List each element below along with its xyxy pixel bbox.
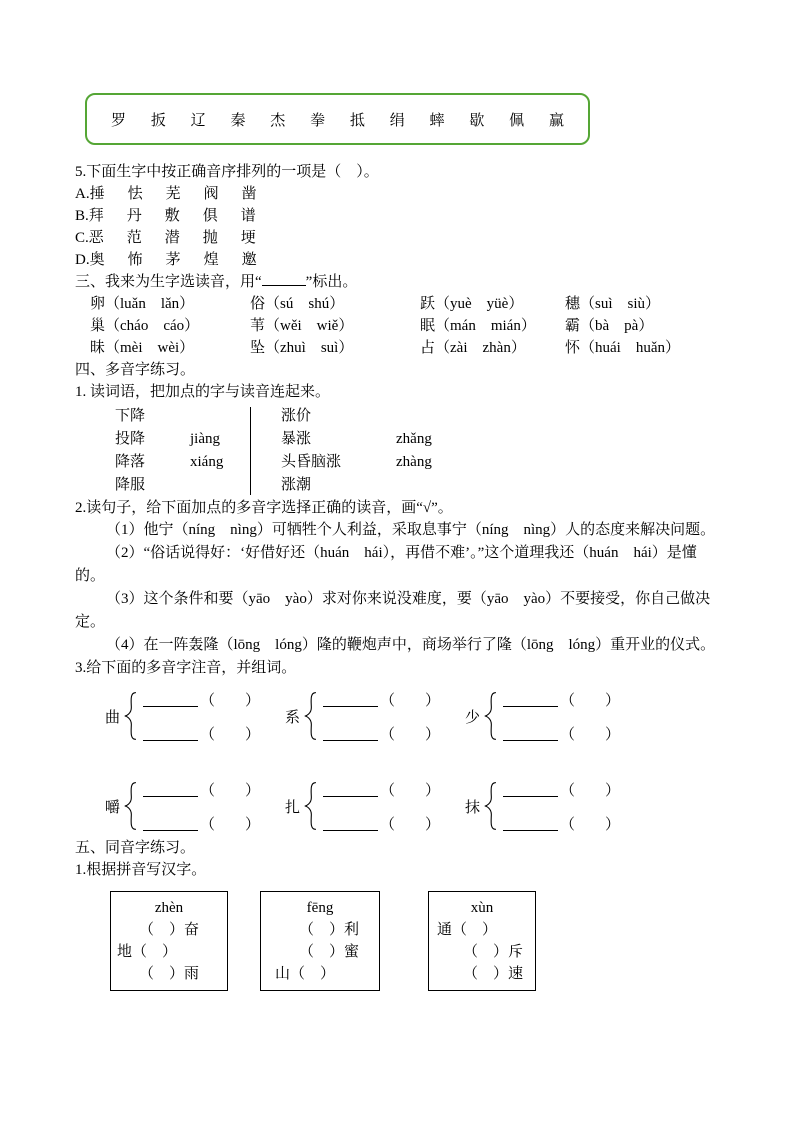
word-blank: （ ）: [200, 693, 261, 709]
brace-icon: [303, 687, 318, 745]
option-character: 煌: [203, 252, 219, 268]
word-blank: （ ）: [560, 783, 621, 799]
reading-item: [250, 315, 420, 337]
answer-branch: [503, 687, 620, 711]
option-character: 抛: [202, 230, 218, 246]
match-word: 降服: [115, 477, 146, 493]
match-row: [115, 405, 250, 428]
section-3-title-text: 三、我来为生字选读音，用“: [75, 274, 262, 290]
q4-2-sentence-2: （2）“俗话说得好：‘好借好还（huán hái），再借不难’。”这个道理我还（huán hái）是懂的。: [75, 545, 697, 584]
word-blank: （ ）: [380, 783, 441, 799]
pinyin-blank-line: [143, 706, 198, 707]
reading-item: [565, 315, 725, 337]
match-word: 涨潮: [281, 477, 312, 493]
option-character: 怖: [127, 252, 143, 268]
character-cell: 蟀: [429, 112, 445, 129]
brace-icon: [123, 687, 138, 745]
pinyin-blank-line: [503, 740, 558, 741]
reading-character: 跃: [420, 296, 436, 312]
pinyin-blank-line: [503, 706, 558, 707]
fill-in-line: （ ）蜜: [299, 944, 360, 960]
brace-icon: [303, 777, 318, 835]
reading-item: [565, 293, 725, 315]
reading-character: 眠: [420, 318, 436, 334]
fill-in-line: （ ）斥: [463, 944, 524, 960]
option-character: 范: [126, 230, 142, 246]
reading-character: 苇: [250, 318, 266, 334]
match-word: 下降: [115, 408, 146, 424]
q4-2-sentence-3: （3）这个条件和要（yāo yào）求对你来说没难度，要（yāo yào）不要接受，你自己做决定。: [75, 591, 711, 630]
pinyin-blank-line: [143, 740, 198, 741]
match-row: [115, 428, 250, 451]
poly-branches: [503, 687, 620, 745]
fill-in-line: （ ）奋: [139, 922, 200, 938]
polyphonic-character: 嚼: [105, 799, 121, 816]
section-5-title: 五、同音字练习。: [75, 840, 196, 856]
word-blank: （ ）: [380, 817, 441, 833]
match-reading: xiáng: [190, 454, 224, 470]
word-blank: （ ）: [560, 693, 621, 709]
poly-row: [105, 775, 725, 837]
answer-branch: [143, 721, 260, 745]
reading-item: [420, 337, 565, 359]
poly-row: [105, 685, 725, 747]
word-blank: （ ）: [200, 727, 261, 743]
match-reading: jiàng: [190, 431, 220, 447]
match-word: 暴涨: [281, 431, 312, 447]
polyphonic-character: 扎: [285, 799, 301, 816]
option-character: 捶: [89, 186, 105, 202]
poly-item-jiao: [105, 775, 285, 837]
homophone-box-zhen: [110, 891, 228, 991]
reading-character: 怀: [565, 340, 581, 356]
q4-1-title: 1. 读词语，把加点的字与读音连起来。: [75, 384, 331, 400]
reading-item: [90, 337, 250, 359]
matching-exercise: [115, 405, 725, 497]
poly-branches: [323, 687, 440, 745]
option-c: [75, 227, 725, 249]
match-group-zhang: [281, 405, 432, 497]
divider-line: [250, 407, 251, 495]
fill-in-line: （ ）速: [463, 966, 524, 982]
option-character: 邀: [241, 252, 257, 268]
fill-in-line: 通（ ）: [437, 922, 498, 938]
pinyin-blank-line: [323, 796, 378, 797]
reading-character: 卵: [90, 296, 106, 312]
polyphonic-character: 系: [285, 709, 301, 726]
pinyin-blank-line: [143, 796, 198, 797]
option-a: [75, 183, 725, 205]
character-cell: 绢: [389, 112, 405, 129]
reading-item: [420, 293, 565, 315]
reading-item: [90, 315, 250, 337]
option-character: 谱: [240, 208, 256, 224]
polyphonic-character: 抹: [465, 799, 481, 816]
reading-character: 巢: [90, 318, 106, 334]
pinyin-blank-line: [503, 830, 558, 831]
answer-branch: [143, 811, 260, 835]
poly-branches: [503, 777, 620, 835]
reading-item: [90, 293, 250, 315]
poly-branches: [143, 687, 260, 745]
brace-icon: [123, 777, 138, 835]
reading-character: 霸: [565, 318, 581, 334]
reading-options: （luǎn lǎn）: [105, 296, 195, 312]
reading-options: （mán mián）: [435, 318, 536, 334]
option-d: [75, 249, 725, 271]
reading-options: （zài zhàn）: [435, 340, 526, 356]
blank-underline: [262, 273, 306, 286]
character-cell: 辽: [190, 112, 206, 129]
section-3-title: [75, 271, 725, 293]
q4-2-sentence-1: （1）他宁（níng nìng）可牺牲个人利益，采取息事宁（níng nìng）人的态度来解决问题。: [106, 522, 716, 538]
reading-item: [250, 337, 420, 359]
answer-branch: [503, 721, 620, 745]
word-blank: （ ）: [200, 783, 261, 799]
reading-options: （huái huǎn）: [580, 340, 680, 356]
answer-branch: [143, 777, 260, 801]
match-word: 降落: [115, 454, 146, 470]
polyphonic-character: 少: [465, 709, 481, 726]
reading-options: （yuè yüè）: [435, 296, 524, 312]
character-cell: 杰: [270, 112, 286, 129]
option-label: C.: [75, 230, 89, 246]
match-word: 涨价: [281, 408, 312, 424]
box-pinyin: zhèn: [154, 900, 184, 916]
option-character: 茅: [165, 252, 181, 268]
q4-2-title: 2.读句子，给下面加点的多音字选择正确的读音，画“√”。: [75, 500, 453, 516]
option-character: 拜: [88, 208, 104, 224]
answer-branch: [323, 811, 440, 835]
match-row: [115, 474, 250, 497]
poly-branches: [143, 777, 260, 835]
poly-item-qu: [105, 685, 285, 747]
word-blank: （ ）: [380, 727, 441, 743]
character-cell: 佩: [509, 112, 525, 129]
option-character: 埂: [240, 230, 256, 246]
match-reading: [190, 405, 250, 428]
brace-icon: [483, 687, 498, 745]
section-3-title-tail: ”标出。: [305, 274, 358, 290]
homophone-boxes: [110, 891, 725, 991]
answer-branch: [323, 777, 440, 801]
poly-item-mo: [465, 775, 645, 837]
worksheet-content: [75, 0, 725, 991]
option-character: 奥: [89, 252, 105, 268]
option-character: 芜: [165, 186, 181, 202]
match-row: [281, 428, 432, 451]
polyphonic-brace-exercise: [105, 685, 725, 837]
word-blank: （ ）: [200, 817, 261, 833]
box-pinyin: fēng: [306, 900, 334, 916]
fill-in-line: 山（ ）: [275, 966, 336, 982]
polyphonic-character: 曲: [105, 709, 121, 726]
reading-character: 坠: [250, 340, 266, 356]
section-4-title: 四、多音字练习。: [75, 362, 196, 378]
new-characters-box: [85, 93, 590, 145]
answer-branch: [323, 687, 440, 711]
question-5-title: 5.下面生字中按正确音序排列的一项是（ ）。: [75, 164, 379, 180]
reading-options: （zhuì suì）: [265, 340, 354, 356]
poly-branches: [323, 777, 440, 835]
word-blank: （ ）: [560, 727, 621, 743]
reading-options: （mèi wèi）: [105, 340, 195, 356]
pinyin-blank-line: [323, 740, 378, 741]
option-character: 敷: [164, 208, 180, 224]
character-cell: 歇: [469, 112, 485, 129]
answer-branch: [323, 721, 440, 745]
reading-item: [420, 315, 565, 337]
poly-item-zha: [285, 775, 465, 837]
poly-item-xi: [285, 685, 465, 747]
match-word: 头昏脑涨: [281, 454, 342, 470]
answer-branch: [503, 777, 620, 801]
match-row: [115, 451, 250, 474]
q5-1-title: 1.根据拼音写汉字。: [75, 862, 207, 878]
answer-branch: [503, 811, 620, 835]
option-label: D.: [75, 252, 90, 268]
reading-character: 俗: [250, 296, 266, 312]
fill-in-line: （ ）雨: [139, 966, 200, 982]
poly-item-shao: [465, 685, 645, 747]
match-word: 投降: [115, 431, 146, 447]
option-label: B.: [75, 208, 89, 224]
option-character: 怯: [127, 186, 143, 202]
fill-in-line: 地（ ）: [117, 944, 178, 960]
match-reading: zhàng: [396, 454, 432, 470]
match-reading: [190, 474, 250, 497]
reading-choice-grid: [90, 293, 725, 359]
character-cell: 扳: [150, 112, 166, 129]
pinyin-blank-line: [323, 830, 378, 831]
character-cell: 抵: [349, 112, 365, 129]
homophone-box-feng: [260, 891, 380, 991]
pinyin-blank-line: [143, 830, 198, 831]
character-cell: 赢: [548, 112, 564, 129]
reading-character: 穗: [565, 296, 581, 312]
match-row: [281, 405, 432, 428]
option-label: A.: [75, 186, 90, 202]
reading-options: （bà pà）: [580, 318, 654, 334]
word-blank: （ ）: [380, 693, 441, 709]
option-b: [75, 205, 725, 227]
character-cell: 拳: [310, 112, 326, 129]
option-character: 丹: [126, 208, 142, 224]
match-row: [281, 474, 432, 497]
reading-item: [565, 337, 725, 359]
q4-2-sentence-4: （4）在一阵轰隆（lōng lóng）隆的鞭炮声中，商场举行了隆（lōng lóng）重开业的仪式。: [106, 637, 716, 653]
q4-3-title: 3.给下面的多音字注音，并组词。: [75, 660, 297, 676]
option-character: 潜: [164, 230, 180, 246]
brace-icon: [483, 777, 498, 835]
option-character: 俱: [202, 208, 218, 224]
pinyin-blank-line: [323, 706, 378, 707]
match-group-jiang: [115, 405, 250, 497]
character-cell: 罗: [111, 112, 127, 129]
reading-options: （cháo cáo）: [105, 318, 200, 334]
character-cell: 秦: [230, 112, 246, 129]
box-pinyin: xùn: [470, 900, 494, 916]
answer-branch: [143, 687, 260, 711]
option-character: 阀: [203, 186, 219, 202]
word-blank: （ ）: [560, 817, 621, 833]
option-character: 凿: [241, 186, 257, 202]
match-row: [281, 451, 432, 474]
reading-item: [250, 293, 420, 315]
match-reading: zhǎng: [396, 431, 432, 447]
option-character: 恶: [88, 230, 104, 246]
reading-character: 昧: [90, 340, 106, 356]
reading-options: （wěi wiě）: [265, 318, 354, 334]
reading-options: （sú shú）: [265, 296, 345, 312]
homophone-box-xun: [428, 891, 536, 991]
reading-options: （suì siù）: [580, 296, 661, 312]
reading-character: 占: [420, 340, 436, 356]
fill-in-line: （ ）利: [299, 922, 360, 938]
pinyin-blank-line: [503, 796, 558, 797]
